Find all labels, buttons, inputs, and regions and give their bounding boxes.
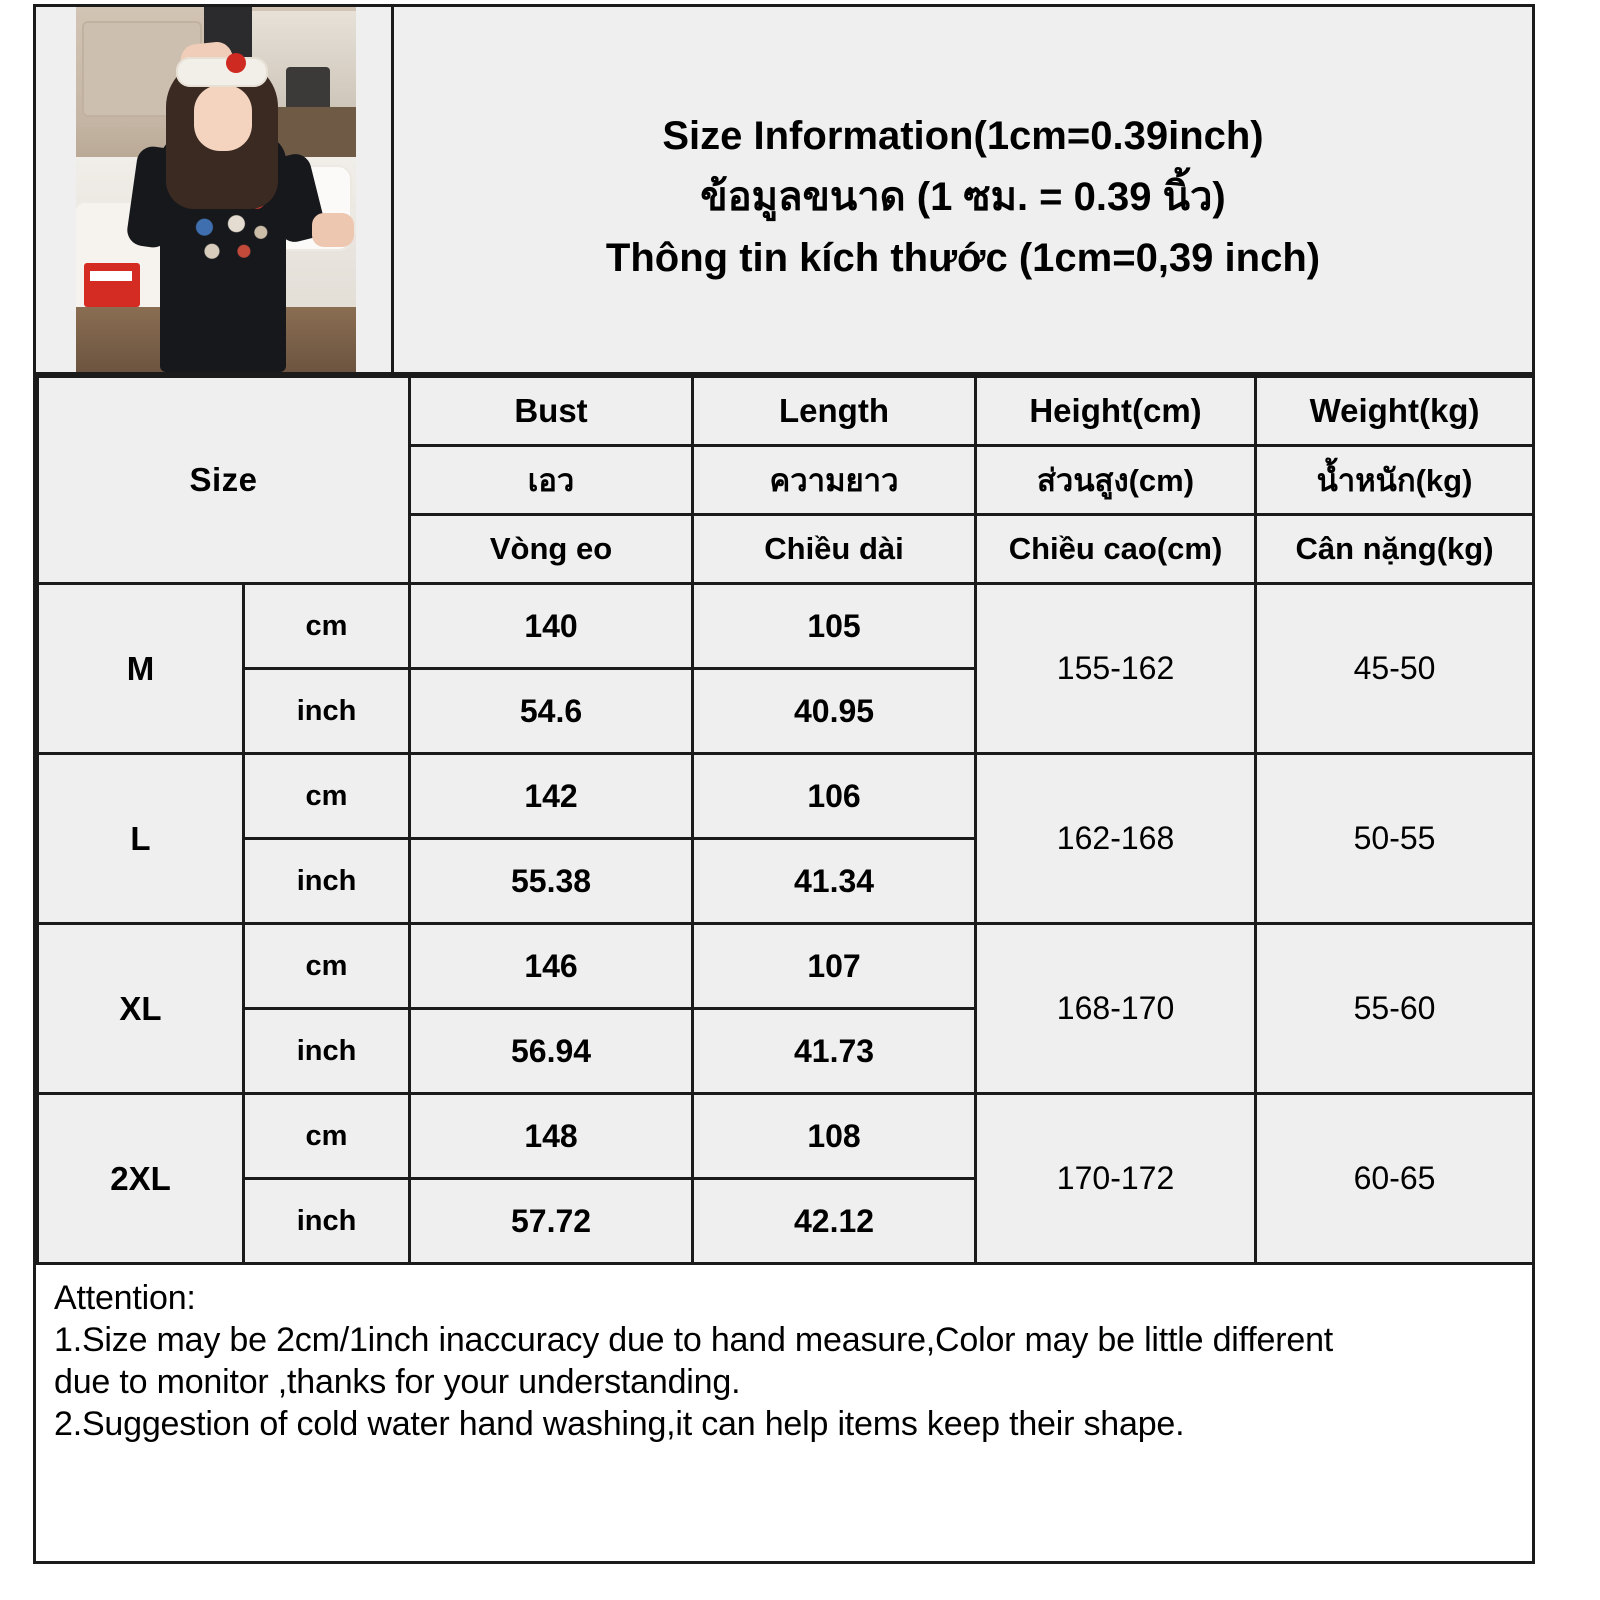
xl-weight: 55-60 [1256,924,1534,1094]
header-bust-vi: Vòng eo [410,515,693,584]
header-bust-en: Bust [410,377,693,446]
unit-inch: inch [244,839,410,924]
title-english: Size Information(1cm=0.39inch) [662,114,1264,159]
header-weight-vi: Cân nặng(kg) [1256,515,1534,584]
xl-bust-inch: 56.94 [410,1009,693,1094]
2xl-length-cm: 108 [693,1094,976,1179]
table-row [38,1094,1534,1179]
header-length-vi: Chiều dài [693,515,976,584]
header-weight-th: น้ำหนัก(kg) [1256,446,1534,515]
header-bust-th: เอว [410,446,693,515]
2xl-weight: 60-65 [1256,1094,1534,1264]
xl-length-inch: 41.73 [693,1009,976,1094]
m-length-inch: 40.95 [693,669,976,754]
title-block [394,7,1532,372]
product-photo-cell [36,7,394,372]
row-size-2xl: 2XL [38,1094,244,1264]
attention-line-1: 1.Size may be 2cm/1inch inaccuracy due to hand measure,Color may be little different [54,1321,1334,1360]
unit-inch: inch [244,1179,410,1264]
chart-header [36,7,1532,375]
row-size-l: L [38,754,244,924]
2xl-bust-cm: 148 [410,1094,693,1179]
attention-block [36,1265,1532,1446]
title-vietnamese: Thông tin kích thước (1cm=0,39 inch) [605,235,1321,280]
header-length-th: ความยาว [693,446,976,515]
table-row [38,584,1534,669]
attention-line-2: due to monitor ,thanks for your understanding. [54,1363,741,1402]
m-bust-inch: 54.6 [410,669,693,754]
unit-cm: cm [244,584,410,669]
header-length-en: Length [693,377,976,446]
2xl-bust-inch: 57.72 [410,1179,693,1264]
m-bust-cm: 140 [410,584,693,669]
m-weight: 45-50 [1256,584,1534,754]
header-height-vi: Chiều cao(cm) [976,515,1256,584]
unit-inch: inch [244,1009,410,1094]
l-weight: 50-55 [1256,754,1534,924]
row-size-m: M [38,584,244,754]
l-bust-cm: 142 [410,754,693,839]
attention-heading: Attention: [54,1279,196,1317]
size-table [36,375,1535,1265]
unit-inch: inch [244,669,410,754]
table-row [38,924,1534,1009]
unit-cm: cm [244,754,410,839]
2xl-height: 170-172 [976,1094,1256,1264]
2xl-length-inch: 42.12 [693,1179,976,1264]
l-height: 162-168 [976,754,1256,924]
product-photo [76,7,356,372]
table-header-row-en [38,377,1534,446]
title-thai: ข้อมูลขนาด (1 ซม. = 0.39 นิ้ว) [700,175,1226,220]
l-bust-inch: 55.38 [410,839,693,924]
table-row [38,754,1534,839]
unit-cm: cm [244,924,410,1009]
attention-line-3: 2.Suggestion of cold water hand washing,it can help items keep their shape. [54,1405,1185,1444]
size-chart-frame [33,4,1535,1564]
unit-cm: cm [244,1094,410,1179]
l-length-inch: 41.34 [693,839,976,924]
header-height-th: ส่วนสูง(cm) [976,446,1256,515]
row-size-xl: XL [38,924,244,1094]
header-size: Size [38,377,410,584]
l-length-cm: 106 [693,754,976,839]
xl-length-cm: 107 [693,924,976,1009]
m-height: 155-162 [976,584,1256,754]
m-length-cm: 105 [693,584,976,669]
xl-height: 168-170 [976,924,1256,1094]
xl-bust-cm: 146 [410,924,693,1009]
header-weight-en: Weight(kg) [1256,377,1534,446]
header-height-en: Height(cm) [976,377,1256,446]
